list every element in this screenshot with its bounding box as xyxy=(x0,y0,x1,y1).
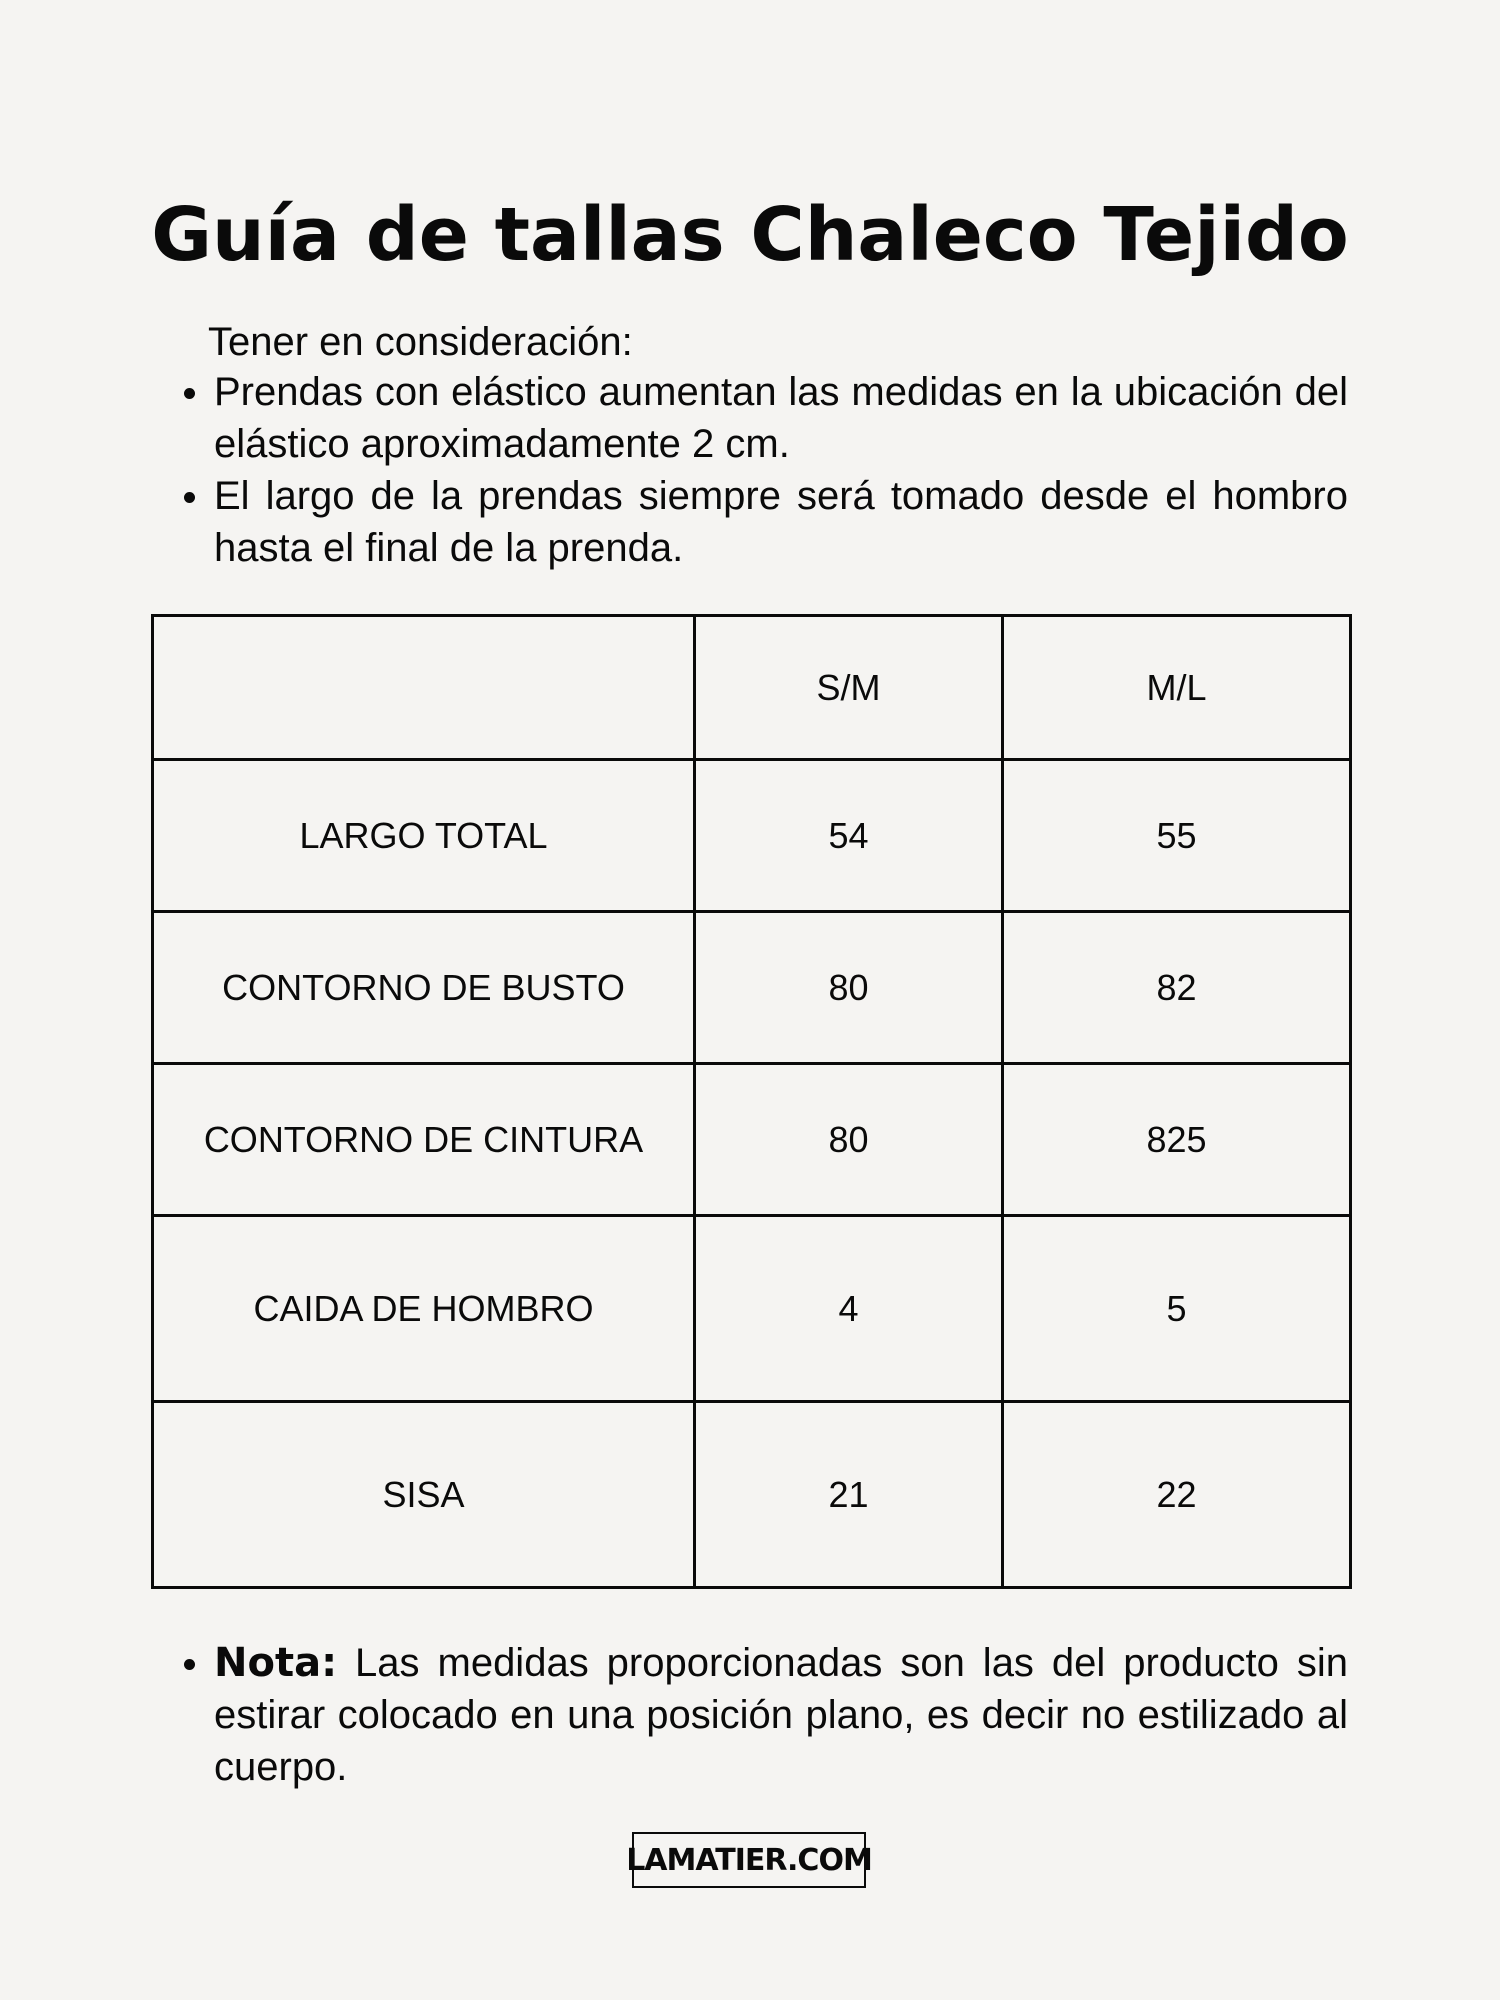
intro-text: Tener en consideración: xyxy=(208,320,633,364)
note-label: Nota: xyxy=(214,1640,338,1686)
note-list xyxy=(180,1637,1348,1793)
measure-value-sm: 4 xyxy=(695,1216,1003,1402)
measure-value-ml: 82 xyxy=(1003,912,1351,1064)
measure-value-sm: 21 xyxy=(695,1402,1003,1588)
brand-logo: LAMATIER.COM xyxy=(632,1832,866,1888)
consideration-item: Prendas con elástico aumentan las medidas en la ubicación del elástico aproximadamente 2 cm. xyxy=(180,366,1348,470)
header-empty-cell xyxy=(153,616,695,760)
measure-value-sm: 54 xyxy=(695,760,1003,912)
measure-label: CONTORNO DE BUSTO xyxy=(153,912,695,1064)
measure-value-sm: 80 xyxy=(695,1064,1003,1216)
measure-value-ml: 825 xyxy=(1003,1064,1351,1216)
measure-label: LARGO TOTAL xyxy=(153,760,695,912)
table-row xyxy=(153,912,1351,1064)
measure-label: CAIDA DE HOMBRO xyxy=(153,1216,695,1402)
header-size-ml: M/L xyxy=(1003,616,1351,760)
page-title: Guía de tallas Chaleco Tejido xyxy=(151,192,1349,278)
measure-value-ml: 22 xyxy=(1003,1402,1351,1588)
table-header-row xyxy=(153,616,1351,760)
table-row xyxy=(153,1216,1351,1402)
table-row xyxy=(153,760,1351,912)
note-text: Las medidas proporcionadas son las del producto sin estirar colocado en una posición plano, es decir no estilizado al cuerpo. xyxy=(214,1641,1348,1789)
measure-label: SISA xyxy=(153,1402,695,1588)
size-table xyxy=(151,614,1352,1589)
measure-value-ml: 5 xyxy=(1003,1216,1351,1402)
table-row xyxy=(153,1402,1351,1588)
considerations-list xyxy=(180,366,1348,574)
note-item xyxy=(180,1637,1348,1793)
measure-value-sm: 80 xyxy=(695,912,1003,1064)
measure-value-ml: 55 xyxy=(1003,760,1351,912)
header-size-sm: S/M xyxy=(695,616,1003,760)
table-row xyxy=(153,1064,1351,1216)
consideration-item: El largo de la prendas siempre será tomado desde el hombro hasta el final de la prenda. xyxy=(180,470,1348,574)
measure-label: CONTORNO DE CINTURA xyxy=(153,1064,695,1216)
